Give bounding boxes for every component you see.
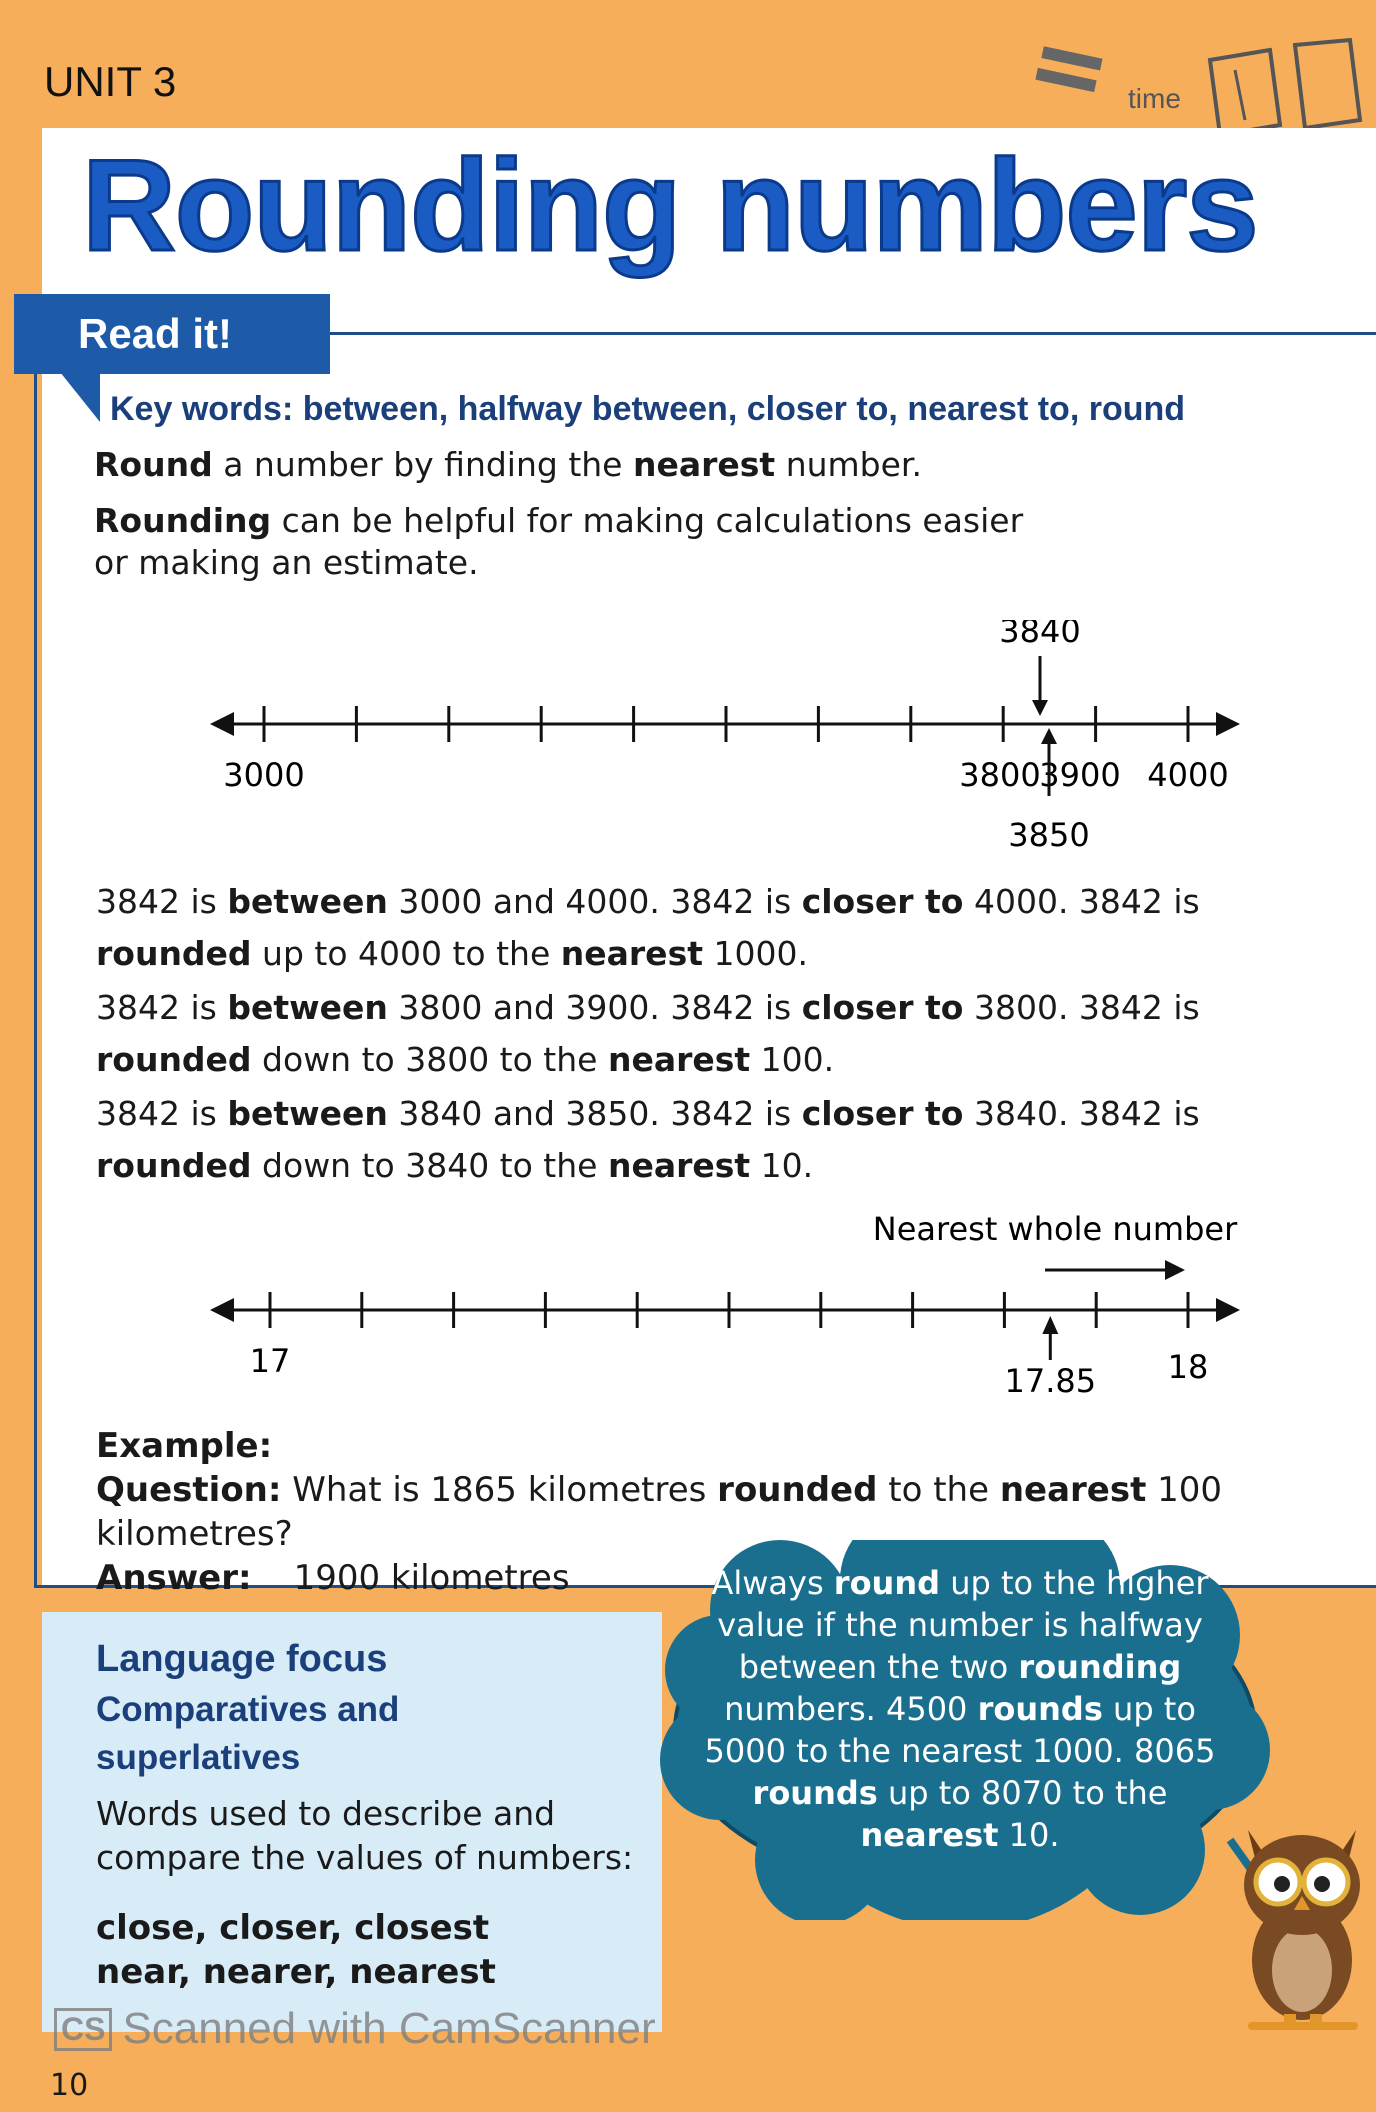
tip-part: up to 5000 to the nearest 1000. 8065 [704,1690,1216,1770]
language-focus-subheading: Comparatives and superlatives [96,1690,400,1777]
statement-bold: between [227,882,388,921]
statement-bold: nearest [607,1040,751,1079]
time-ruler-icon [1030,30,1370,140]
scanner-badge: CS [54,2008,112,2051]
words-close: close, closer, closest [96,1908,490,1948]
tick-label-4000: 4000 [1147,756,1229,794]
tip-part: Always [711,1564,834,1602]
key-words: Key words: between, halfway between, closer to, nearest to, round [110,390,1186,428]
frame-border-top [330,332,1376,335]
intro-text: can be helpful for making calculations easier or making an estimate. [94,501,1024,582]
tab-pointer [60,372,100,422]
arrow-right-icon [1216,712,1240,736]
scanner-text: Scanned with CamScanner [122,2004,656,2053]
question-bold: rounded [717,1470,878,1510]
statement-nearest-1000 [96,876,1336,980]
tip-bold: rounding [1018,1648,1182,1686]
tip-bold: rounds [752,1774,878,1812]
marker-label-3840: 3840 [999,620,1081,650]
tip-bold: nearest [860,1816,999,1854]
example-heading [96,1424,1376,1468]
tip-part: numbers. 4500 [724,1690,978,1728]
statement-bold: nearest [560,934,703,973]
answer-label: Answer: [96,1558,252,1598]
statement-text: down to 3800 to the [251,1040,608,1079]
arrow-up-icon [1041,728,1057,744]
statement-text: 1000. [702,934,808,973]
marker-label-3850: 3850 [1008,816,1090,854]
statement-text: 3842 is [96,1094,228,1133]
statement-bold: rounded [96,1146,252,1185]
statement-nearest-10 [96,1088,1336,1192]
question-text: to the [877,1470,1000,1510]
statement-bold: closer to [801,988,964,1027]
statement-text: 10. [750,1146,814,1185]
unit-label: UNIT 3 [44,58,177,105]
statement-bold: between [227,1094,388,1133]
statement-text: up to 4000 to the [251,934,561,973]
time-word: time [1128,83,1181,114]
scanner-watermark [54,2004,656,2054]
statement-text: 3800 and 3900. 3842 is [387,988,802,1027]
tick-label-3000: 3000 [223,756,305,794]
intro-round [94,444,922,486]
tick-label-3800: 3800 [959,756,1041,794]
statement-bold: rounded [96,1040,252,1079]
language-focus-heading: Language focus [96,1638,388,1680]
tip-bold: rounds [977,1690,1103,1728]
statement-text: 3800. 3842 is [963,988,1200,1027]
tick-label-3900: 3900 [1039,756,1121,794]
statement-text: 3840. 3842 is [963,1094,1200,1133]
question-bold: nearest [999,1470,1147,1510]
tip-bold: round [833,1564,941,1602]
tip-text [700,1562,1220,1856]
number-line-thousands [200,620,1260,870]
intro-text: a number by finding the [212,445,633,484]
question-label: Question: [96,1470,282,1510]
statement-text: 3840 and 3850. 3842 is [387,1094,802,1133]
arrow-left-icon [210,712,234,736]
page-number: 10 [50,2068,89,2103]
read-it-tab: Read it! [14,294,330,374]
intro-rounding [94,500,1044,584]
statement-nearest-100 [96,982,1336,1086]
statement-text: 4000. 3842 is [963,882,1200,921]
intro-text: number. [775,445,922,484]
question-text: What is 1865 kilometres [281,1470,718,1510]
tip-part: 10. [998,1816,1060,1854]
statement-bold: closer to [801,882,964,921]
tip-part: up to 8070 to the [877,1774,1168,1812]
arrow-left-icon [210,1298,234,1322]
answer-text: 1900 kilometres [293,1558,570,1598]
intro-bold-round: Round [94,445,213,484]
statement-text: 3842 is [96,988,228,1027]
number-line-decimal [200,1210,1260,1410]
owl-mascot-icon [1228,1810,1376,2040]
statement-text: 3000 and 4000. 3842 is [387,882,802,921]
arrow-down-icon [1032,700,1048,716]
statement-text: 3842 is [96,882,228,921]
tip-part: up to the higher value if the number is halfway between the two [717,1564,1209,1686]
marker-label-17-85: 17.85 [1004,1362,1097,1400]
intro-bold-nearest: nearest [632,445,776,484]
arrow-up-icon [1042,1316,1058,1334]
caption-nearest-whole: Nearest whole number [872,1210,1238,1248]
question-text: 100 kilometres? [96,1470,1223,1554]
statement-bold: between [227,988,388,1027]
arrow-right-icon [1165,1260,1185,1280]
frame-border-left [34,372,37,1588]
words-near: near, nearer, nearest [96,1952,496,1992]
tick-label-17: 17 [249,1342,291,1380]
statement-bold: nearest [607,1146,751,1185]
tick-label-18: 18 [1167,1348,1209,1386]
page-title: Rounding numbers [82,132,1258,278]
statement-bold: rounded [96,934,252,973]
language-focus-words [96,1906,656,1994]
arrow-right-icon [1216,1298,1240,1322]
language-focus-description: Words used to describe and compare the values of numbers: [96,1794,634,1877]
statement-bold: closer to [801,1094,964,1133]
intro-bold-rounding: Rounding [94,501,272,540]
statement-text: down to 3840 to the [251,1146,608,1185]
example-heading-text: Example: [96,1426,273,1466]
statement-text: 100. [750,1040,835,1079]
